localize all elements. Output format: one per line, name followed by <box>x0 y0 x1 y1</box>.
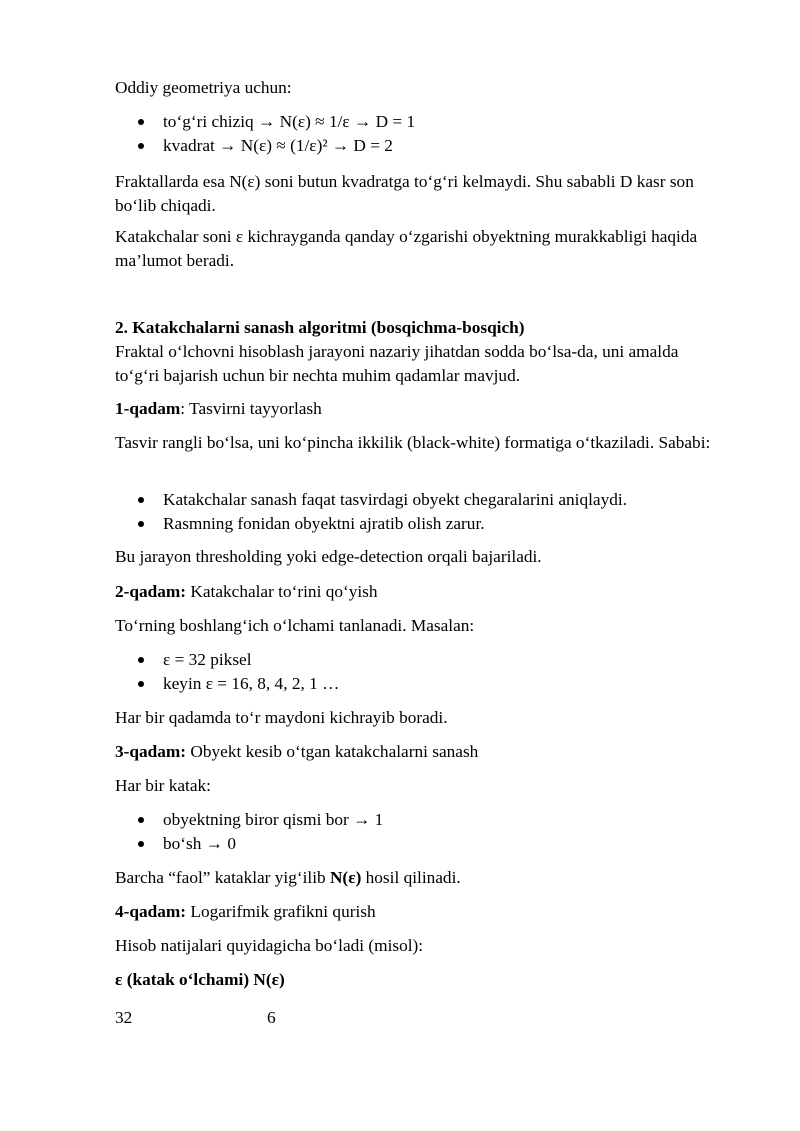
step-1-list <box>115 488 715 536</box>
step-title: Obyekt kesib o‘tgan katakchalarni sanash <box>186 742 479 761</box>
intro-paragraph: Oddiy geometriya uchun: <box>115 78 292 97</box>
step-3-after-paragraph <box>115 866 715 890</box>
section-intro-paragraph: Fraktal o‘lchovni hisoblash jarayoni nazariy jihatdan sodda bo‘lsa-da, uni amalda to‘g‘ri bajarish uchun bir nechta muhim qadamlar mavjud. <box>115 342 679 385</box>
step-1-paragraph: Tasvir rangli bo‘lsa, uni ko‘pincha ikkilik (black-white) formatiga o‘tkaziladi. Sababi: <box>115 433 711 452</box>
table-cell-n: 6 <box>267 1008 276 1027</box>
table-row <box>115 1006 715 1030</box>
step-title: : Tasvirni tayyorlash <box>180 399 322 418</box>
step-3-list <box>115 808 715 856</box>
table-cell-epsilon: 32 <box>115 1008 133 1027</box>
n-epsilon-term: N(ε) <box>329 868 362 887</box>
text-run: Barcha “faol” kataklar yig‘ilib <box>115 868 330 887</box>
list-item: Rasmning fonidan obyektni ajratib olish zarur. <box>115 512 715 536</box>
step-label: 2-qadam: <box>115 582 187 601</box>
step-4-paragraph: Hisob natijalari quyidagicha bo‘ladi (misol): <box>115 936 424 955</box>
step-label: 1-qadam <box>115 399 181 418</box>
text-run: hosil qilinadi. <box>361 868 461 887</box>
fractal-paragraph-1: Fraktallarda esa N(ε) soni butun kvadratga to‘g‘ri kelmaydi. Shu sababli D kasr son bo‘lib chiqadi. <box>115 172 694 215</box>
step-title: Logarifmik grafikni qurish <box>186 902 376 921</box>
step-1-after-paragraph: Bu jarayon thresholding yoki edge-detection orqali bajariladi. <box>115 547 542 566</box>
step-title: Katakchalar to‘rini qo‘yish <box>186 582 378 601</box>
section-heading <box>115 316 715 340</box>
step-label: 3-qadam: <box>115 742 187 761</box>
list-item: ε = 32 piksel <box>115 648 715 672</box>
list-item: obyektning biror qismi bor → 1 <box>115 808 715 832</box>
step-2-paragraph: To‘rning boshlang‘ich o‘lchami tanlanadi. Masalan: <box>115 616 475 635</box>
table-header-text: ε (katak o‘lchami) N(ε) <box>115 970 285 989</box>
step-1-heading <box>115 397 715 421</box>
list-item: to‘g‘ri chiziq → N(ε) ≈ 1/ε → D = 1 <box>115 110 715 134</box>
list-item: keyin ε = 16, 8, 4, 2, 1 … <box>115 672 715 696</box>
geometry-list <box>115 110 715 158</box>
step-2-list <box>115 648 715 696</box>
step-3-heading <box>115 740 715 764</box>
step-2-after-paragraph: Har bir qadamda to‘r maydoni kichrayib boradi. <box>115 708 448 727</box>
fractal-paragraph-2: Katakchalar soni ε kichrayganda qanday o‘zgarishi obyektning murakkabligi haqida ma’lumot beradi. <box>115 227 698 270</box>
step-4-heading <box>115 900 715 924</box>
table-header <box>115 968 715 992</box>
step-2-heading <box>115 580 715 604</box>
list-item: bo‘sh → 0 <box>115 832 715 856</box>
step-label: 4-qadam: <box>115 902 187 921</box>
step-3-paragraph: Har bir katak: <box>115 776 211 795</box>
list-item: kvadrat → N(ε) ≈ (1/ε)² → D = 2 <box>115 134 715 158</box>
list-item: Katakchalar sanash faqat tasvirdagi obyekt chegaralarini aniqlaydi. <box>115 488 715 512</box>
section-heading-text: 2. Katakchalarni sanash algoritmi (bosqichma-bosqich) <box>115 318 525 337</box>
